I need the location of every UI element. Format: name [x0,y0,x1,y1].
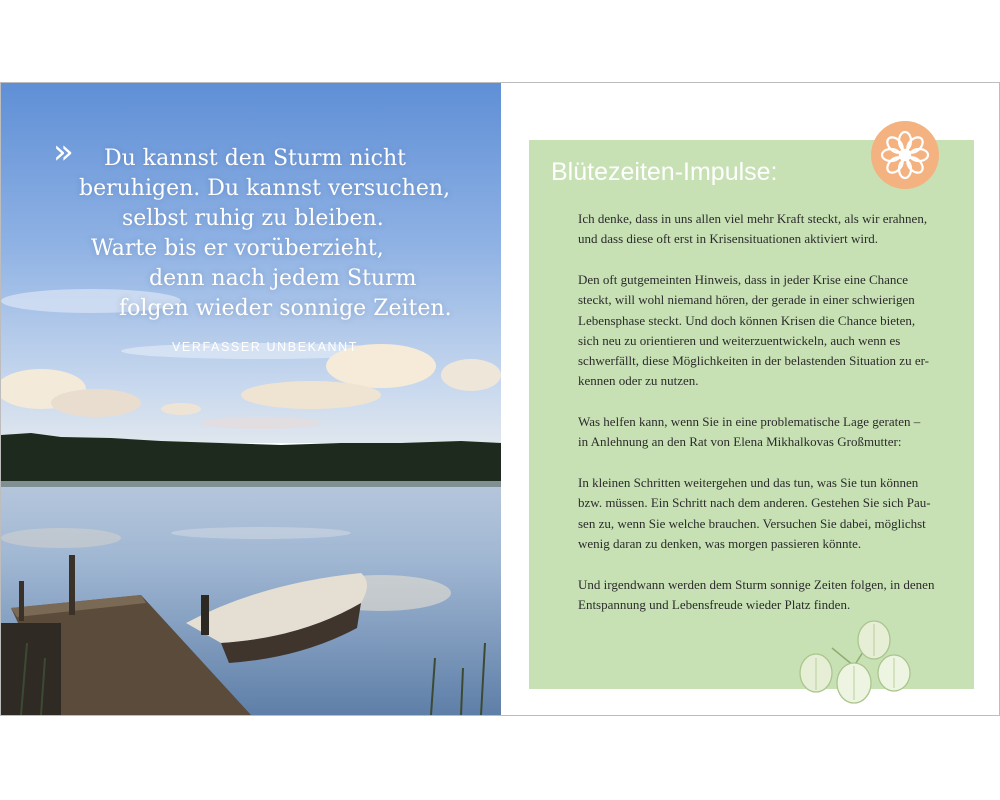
quote-line: selbst ruhig zu bleiben. [122,206,384,231]
text-line: und dass diese oft erst in Krisensituationen aktiviert wird. [578,231,879,247]
paragraph [578,473,958,554]
quote-line: Du kannst den Sturm nicht [104,146,406,171]
text-line: In kleinen Schritten weitergehen und das tun, was Sie tun können [578,475,919,490]
text-line: schwerfällt, diese Möglichkeiten in der belastenden Situation zu er- [578,353,929,369]
text-line: Was helfen kann, wenn Sie in eine problematische Lage geraten – [578,414,921,429]
quote-line: Warte bis er vorüberzieht, [91,236,384,261]
text-line: Entspannung und Lebensfreude wieder Platz finden. [578,597,851,613]
text-line: sen zu, wenn Sie welche brauchen. Versuchen Sie dabei, möglichst [578,515,926,531]
text-line: steckt, will wohl niemand hören, der gerade in einer schwierigen [578,292,915,308]
text-line: Den oft gutgemeinten Hinweis, dass in jeder Krise eine Chance [578,272,908,287]
paragraph [578,575,958,616]
box-title: Blütezeiten-Impulse: [551,158,778,186]
quote-line: folgen wieder sonnige Zeiten. [119,296,452,321]
paragraph [578,270,958,392]
paragraph [578,209,958,250]
text-line: Lebensphase steckt. Und doch können Krisen die Chance bieten, [578,312,916,328]
quote-line: beruhigen. Du kannst versuchen, [79,176,451,201]
text-line: bzw. müssen. Ein Schritt nach dem anderen. Gestehen Sie sich Pau- [578,495,931,511]
quote-author: VERFASSER UNBEKANNT [172,340,358,354]
text-line: in Anlehnung an den Rat von Elena Mikhalkovas Großmutter: [578,434,902,450]
flower-icon [870,120,940,190]
quote-mark-icon: » [53,132,68,172]
lake-photo [1,83,501,715]
paragraph [578,412,958,453]
leaves-decoration [794,618,914,708]
text-line: Und irgendwann werden dem Sturm sonnige Zeiten folgen, in denen [578,577,935,592]
book-spread [0,82,1000,716]
text-line: kennen oder zu nutzen. [578,373,699,389]
impulse-box [529,140,974,689]
text-line: Ich denke, dass in uns allen viel mehr Kraft steckt, als wir erahnen, [578,211,928,226]
quote-line: denn nach jedem Sturm [149,266,417,291]
text-line: wenig daran zu denken, was morgen passieren könnte. [578,535,862,551]
text-line: sich neu zu orientieren und weiterzuentwickeln, auch wenn es [578,332,901,348]
